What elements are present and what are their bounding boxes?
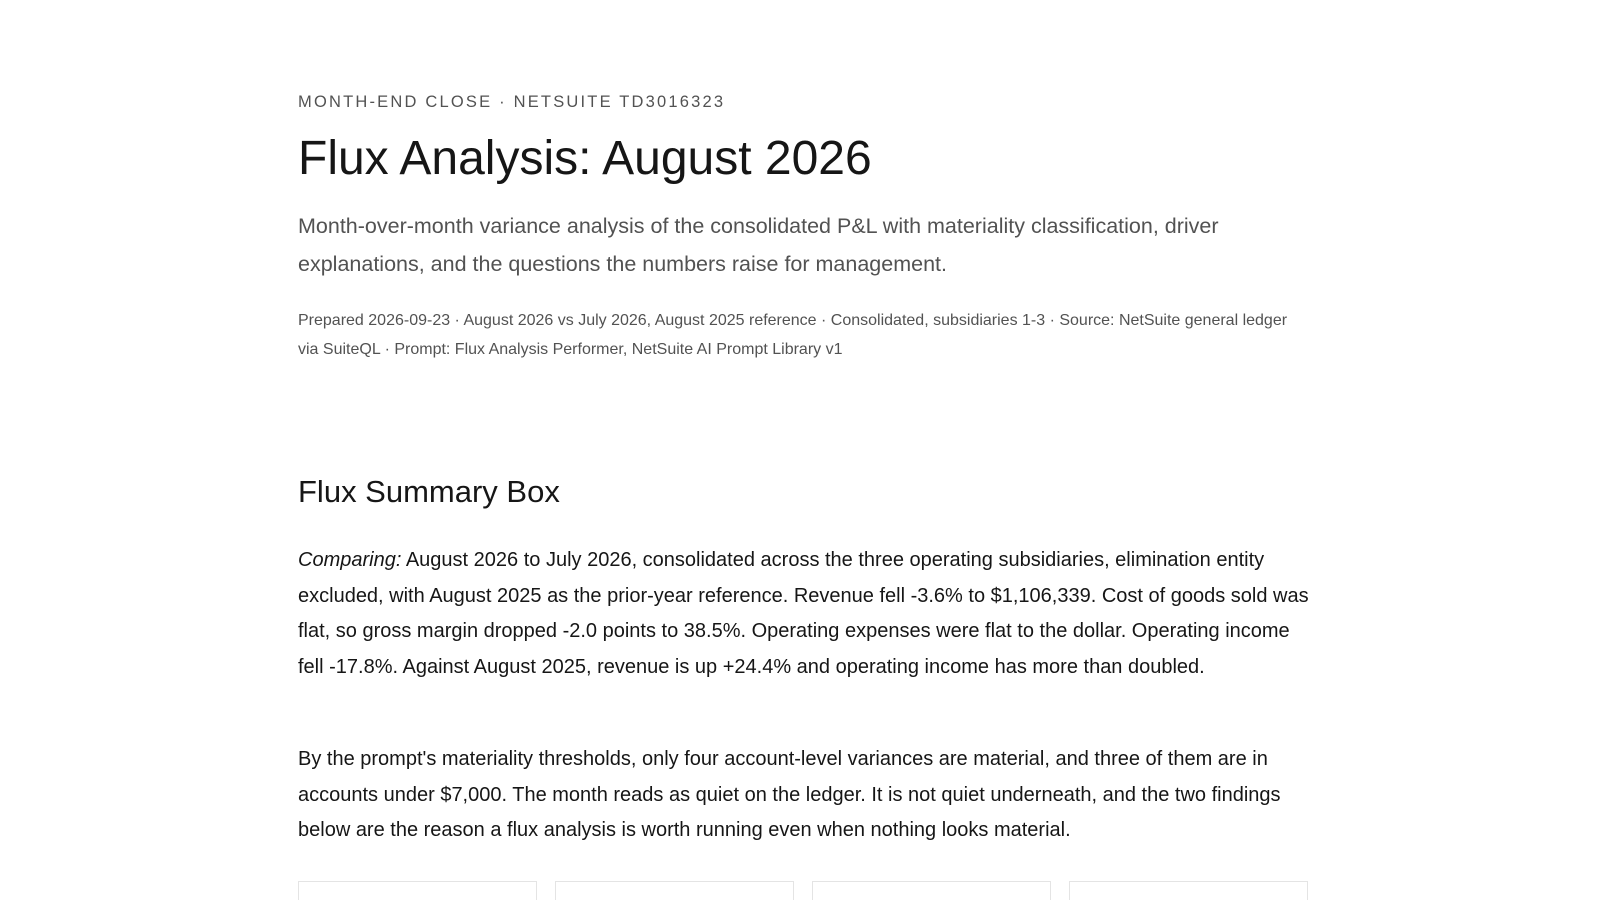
comparing-label: Comparing: — [298, 549, 402, 571]
comparing-text: August 2026 to July 2026, consolidated across the three operating subsidiaries, elimination entity excluded, with August 2025 as the prior-year reference. Revenue fell -3.6% to $1,106,339. Cost of goods sold was flat, so gross margin dropped -2.0 points to 38.5%. Operating expenses were flat to the dollar. Operating income fell -17.8%. Against August 2025, revenue is up +24.4% and operating income has more than doubled. — [298, 549, 1309, 678]
report-metadata: Prepared 2026-09-23 · August 2026 vs July 2026, August 2025 reference · Consolidated, subsidiaries 1-3 · Source: NetSuite general ledger via SuiteQL · Prompt: Flux Analysis Performer, NetSuite AI Prompt Library v1 — [298, 312, 1288, 358]
metric-card — [1069, 881, 1308, 900]
metric-card — [555, 881, 794, 900]
summary-paragraph-materiality: By the prompt's materiality thresholds, only four account-level variances are material, and three of them are in accounts under $7,000. The month reads as quiet on the ledger. It is not quiet underneath, and the two findings below are the reason a flux analysis is worth running even when nothing looks material. — [298, 748, 1281, 841]
summary-paragraph-comparing — [298, 543, 1310, 685]
section-heading-flux-summary: Flux Summary Box — [298, 474, 560, 509]
page-subtitle: Month-over-month variance analysis of the consolidated P&L with materiality classification, driver explanations, and the questions the numbers raise for management. — [298, 214, 1219, 276]
metric-card — [298, 881, 537, 900]
page-title: Flux Analysis: August 2026 — [298, 132, 872, 185]
metric-card — [812, 881, 1051, 900]
metric-cards-row — [298, 881, 1308, 900]
eyebrow-label: MONTH-END CLOSE · NETSUITE TD3016323 — [298, 93, 726, 111]
